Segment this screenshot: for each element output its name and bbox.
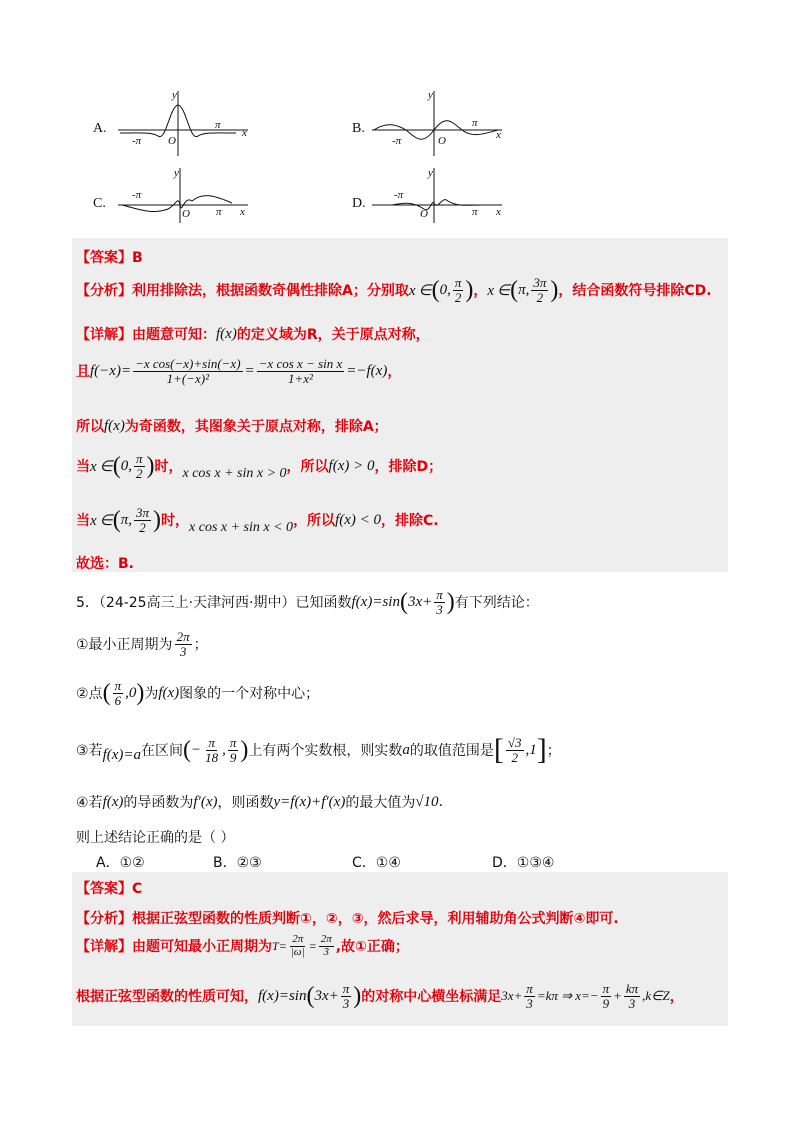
option-d-label: D. [352, 196, 366, 211]
q4-detail-line3: 所以 f(x) 为奇函数，其图象关于原点对称，排除A； [76, 417, 388, 435]
pi-tick: π [472, 206, 478, 218]
y-axis-label: y [172, 89, 177, 101]
option-b-label: B. [352, 121, 365, 136]
x-axis-label: x [242, 127, 247, 139]
q4-conclusion: 故选：B. [76, 556, 134, 572]
q5-choice-d: D．①③④ [492, 855, 555, 871]
option-b-graph [372, 88, 507, 158]
q4-analysis: 【分析】利用排除法，根据函数奇偶性排除A；分别取 x ∈ ( 0, $\frac{\pi}{2}$ ) ， x ∈ ( π, $\frac{3\pi}{2}$ ) ，结合函数符号排除CD. [76, 275, 712, 305]
y-axis-label: y [428, 89, 433, 101]
q4-detail-line4: 当 x ∈ ( 0, $\frac{\pi}{2}$ ) 时， x cos x + sin x > 0 ，所以 f(x) > 0 ，排除D； [76, 450, 443, 481]
pi-tick: π [472, 117, 478, 129]
option-c-label: C. [93, 196, 106, 211]
y-axis-label: y [428, 167, 433, 179]
q4-detail-line2: 且 f(−x)= $\frac{\text{−x cos(−x)+sin(−x)}}{\text{1+(−x)²}}$ = $\frac{\text{−x cos x − sin x}}{\text{1+x²}}$ =−f(x) ， [76, 356, 402, 386]
q5-choice-c: C．①④ [352, 855, 401, 871]
q4-detail-line1: 【详解】由题意可知： f(x) 的定义域为R，关于原点对称， [76, 325, 430, 343]
neg-pi-tick: -π [132, 189, 142, 201]
q5-answer: 【答案】C [76, 881, 143, 897]
option-a-label: A. [93, 121, 107, 136]
option-c-graph [118, 165, 253, 225]
q5-choice-a: A．①② [96, 855, 145, 871]
q5-question: 则上述结论正确的是（ ） [76, 830, 235, 846]
q5-analysis: 【分析】根据正弦型函数的性质判断①，②，③，然后求导，利用辅助角公式判断④即可. [76, 911, 619, 927]
q5-statement-1: ①最小正周期为 $\frac{2\pi}{3}$ ； [76, 629, 208, 659]
q5-statement-2: ②点 ( $\frac{\pi}{6}$ ,0 ) 为 f(x) 图象的一个对称中心； [76, 678, 320, 708]
origin-label: O [182, 208, 190, 220]
option-a-graph [118, 88, 253, 158]
q5-choice-b: B．②③ [213, 855, 262, 871]
origin-label: O [168, 135, 176, 147]
neg-pi-tick: -π [132, 135, 142, 147]
x-axis-label: x [496, 129, 501, 141]
neg-pi-tick: -π [394, 189, 404, 201]
q5-detail-line1: 【详解】由题可知最小正周期为 T= $\frac{2\pi}{|\omega|}$ = $\frac{2\pi}{3}$ ,故①正确； [76, 933, 409, 958]
q4-answer: 【答案】B [76, 250, 143, 266]
x-axis-label: x [240, 206, 245, 218]
q5-detail-line2: 根据正弦型函数的性质可知， f(x)=sin ( 3x+ $\frac{\pi}{3}$ ) 的对称中心横坐标满足 3x+ $\frac{\pi}{3}$ =kπ ⇒ x=− $\frac{\pi}{9}$ + $\frac{k\pi}{3}$ ,k∈Z ， [76, 981, 684, 1011]
q5-statement-4: ④若 f(x) 的导函数为 f′(x) ，则函数 y=f(x)+f′(x) 的最大值为 √10 . [76, 793, 444, 811]
y-axis-label: y [174, 167, 179, 179]
origin-label: O [438, 135, 446, 147]
q5-stem: 5．（24-25高三上·天津河西·期中）已知函数 f(x)=sin ( 3x+ $\frac{\pi}{3}$ ) 有下列结论： [76, 587, 539, 617]
x-axis-label: x [496, 206, 501, 218]
neg-pi-tick: -π [392, 135, 402, 147]
origin-label: O [420, 208, 428, 220]
q5-statement-3: ③若 f(x)=a 在区间 ( − $\frac{\pi}{18}$ , $\frac{\pi}{9}$ ) 上有两个实数根，则实数 a 的取值范围是 [ $\frac{√3}{2}$ ,1 ] ； [76, 733, 561, 766]
option-d-graph [372, 165, 507, 225]
pi-tick: π [215, 119, 221, 131]
q4-detail-line5: 当 x ∈ ( π, $\frac{3\pi}{2}$ ) 时， x cos x + sin x < 0 ，所以 f(x) < 0 ，排除C. [76, 504, 439, 535]
pi-tick: π [216, 206, 222, 218]
